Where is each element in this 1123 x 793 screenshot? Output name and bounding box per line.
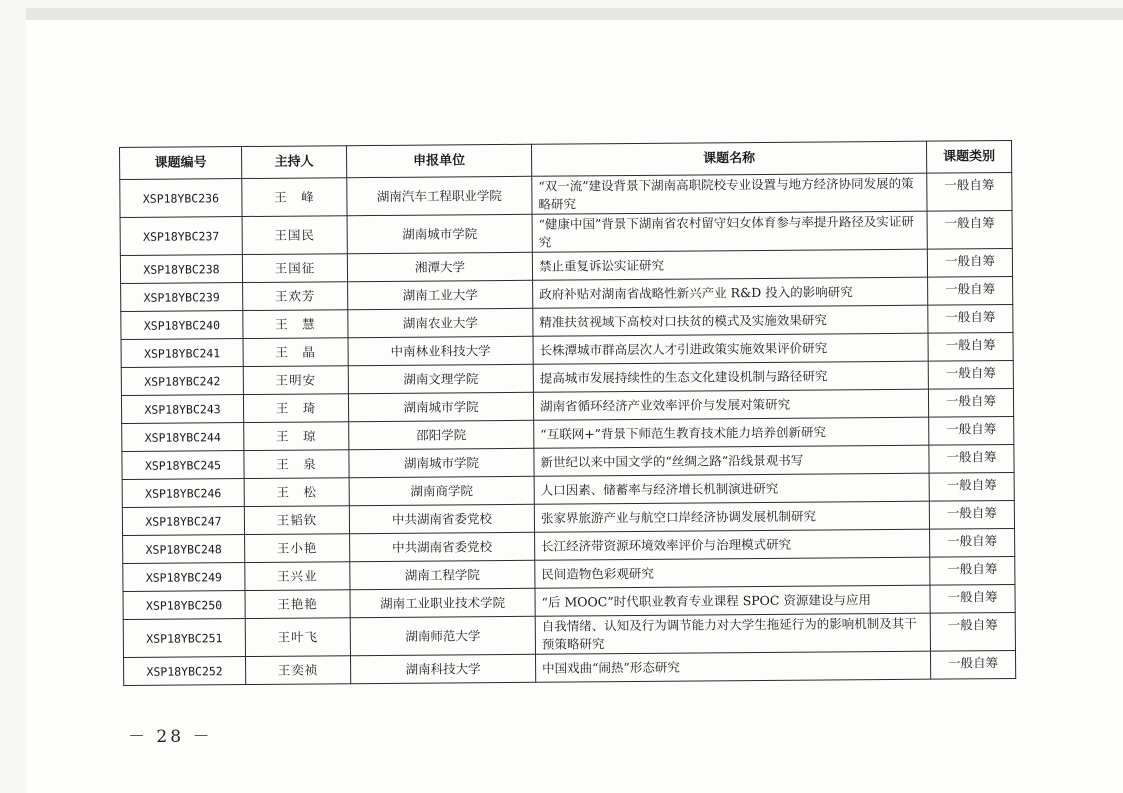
- cell-project-code: XSP18YBC244: [122, 423, 244, 452]
- header-project-code: 课题编号: [120, 147, 242, 180]
- cell-applicant-unit: 湖南工业职业技术学院: [350, 588, 535, 617]
- cell-project-category: 一般自筹: [929, 416, 1014, 445]
- cell-project-code: XSP18YBC242: [121, 367, 243, 396]
- cell-project-code: XSP18YBC236: [120, 179, 242, 218]
- cell-host: 王小艳: [245, 534, 350, 563]
- cell-project-category: 一般自筹: [927, 248, 1012, 277]
- cell-project-category: 一般自筹: [928, 332, 1013, 361]
- cell-project-title: 提高城市发展持续性的生态文化建设机制与路径研究: [533, 361, 928, 392]
- cell-applicant-unit: 中共湖南省委党校: [350, 532, 535, 561]
- cell-host: 王叶飞: [245, 618, 350, 657]
- cell-project-title: 禁止重复诉讼实证研究: [532, 249, 927, 280]
- cell-project-code: XSP18YBC245: [122, 451, 244, 480]
- cell-project-title: “双一流”建设背景下湖南高职院校专业设置与地方经济协同发展的策略研究: [532, 173, 927, 214]
- cell-project-code: XSP18YBC251: [123, 619, 245, 658]
- cell-project-title: 民间造物色彩观研究: [535, 557, 930, 588]
- cell-host: 王 峰: [242, 178, 347, 217]
- cell-project-title: 自我情绪、认知及行为调节能力对大学生拖延行为的影响机制及其干预策略研究: [535, 613, 930, 654]
- cell-applicant-unit: 湘潭大学: [347, 252, 532, 281]
- cell-project-code: XSP18YBC252: [124, 657, 246, 686]
- cell-project-category: 一般自筹: [927, 172, 1012, 211]
- cell-project-title: 中国戏曲“闹热”形态研究: [535, 651, 930, 682]
- cell-applicant-unit: 湖南科技大学: [351, 654, 536, 683]
- cell-project-title: 精准扶贫视域下高校对口扶贫的模式及实施效果研究: [533, 305, 928, 336]
- header-host: 主持人: [242, 146, 347, 179]
- cell-host: 王韬钦: [244, 506, 349, 535]
- cell-project-category: 一般自筹: [928, 388, 1013, 417]
- cell-project-code: XSP18YBC249: [123, 563, 245, 592]
- cell-project-code: XSP18YBC250: [123, 591, 245, 620]
- cell-project-title: “后 MOOC”时代职业教育专业课程 SPOC 资源建设与应用: [535, 585, 930, 616]
- project-table: [119, 140, 1016, 686]
- cell-project-title: “互联网+”背景下师范生教育技术能力培养创新研究: [534, 417, 929, 448]
- cell-project-category: 一般自筹: [929, 500, 1014, 529]
- cell-project-code: XSP18YBC237: [120, 217, 242, 256]
- document-page: [26, 8, 1123, 793]
- cell-project-title: 长株潭城市群高层次人才引进政策实施效果评价研究: [533, 333, 928, 364]
- cell-applicant-unit: 中南林业科技大学: [348, 336, 533, 365]
- cell-project-title: 张家界旅游产业与航空口岸经济协调发展机制研究: [534, 501, 929, 532]
- cell-applicant-unit: 湖南农业大学: [348, 308, 533, 337]
- cell-project-code: XSP18YBC248: [123, 535, 245, 564]
- cell-project-category: 一般自筹: [928, 360, 1013, 389]
- cell-applicant-unit: 湖南工程学院: [350, 560, 535, 589]
- cell-applicant-unit: 湖南汽车工程职业学院: [347, 176, 532, 215]
- cell-project-title: 长江经济带资源环境效率评价与治理模式研究: [535, 529, 930, 560]
- cell-project-title: 新世纪以来中国文学的“丝绸之路”沿线景观书写: [534, 445, 929, 476]
- cell-applicant-unit: 湖南城市学院: [349, 448, 534, 477]
- cell-applicant-unit: 湖南工业大学: [348, 280, 533, 309]
- cell-project-code: XSP18YBC240: [121, 311, 243, 340]
- cell-host: 王奕祯: [246, 656, 351, 685]
- cell-project-code: XSP18YBC246: [122, 479, 244, 508]
- cell-host: 王 晶: [243, 338, 348, 367]
- project-table-wrapper: [119, 140, 1015, 686]
- cell-applicant-unit: 邵阳学院: [349, 420, 534, 449]
- cell-project-title: “健康中国”背景下湖南省农村留守妇女体育参与率提升路径及实证研究: [532, 211, 927, 252]
- header-project-category: 课题类别: [926, 140, 1011, 173]
- cell-applicant-unit: 湖南城市学院: [347, 214, 532, 253]
- cell-project-category: 一般自筹: [930, 612, 1015, 651]
- cell-applicant-unit: 湖南商学院: [349, 476, 534, 505]
- header-applicant-unit: 申报单位: [346, 144, 531, 177]
- cell-host: 王 泉: [244, 450, 349, 479]
- cell-applicant-unit: 中共湖南省委党校: [349, 504, 534, 533]
- cell-applicant-unit: 湖南师范大学: [350, 616, 535, 655]
- cell-project-category: 一般自筹: [930, 584, 1015, 613]
- cell-project-code: XSP18YBC239: [121, 283, 243, 312]
- cell-project-code: XSP18YBC238: [120, 255, 242, 284]
- cell-project-category: 一般自筹: [928, 304, 1013, 333]
- cell-project-code: XSP18YBC241: [121, 339, 243, 368]
- cell-project-title: 政府补贴对湖南省战略性新兴产业 R&D 投入的影响研究: [533, 277, 928, 308]
- cell-project-category: 一般自筹: [928, 276, 1013, 305]
- cell-host: 王 慧: [243, 310, 348, 339]
- cell-applicant-unit: 湖南文理学院: [348, 364, 533, 393]
- header-project-title: 课题名称: [531, 141, 926, 176]
- cell-project-category: 一般自筹: [929, 444, 1014, 473]
- cell-project-category: 一般自筹: [930, 650, 1015, 679]
- cell-host: 王 松: [244, 478, 349, 507]
- cell-project-category: 一般自筹: [930, 556, 1015, 585]
- cell-project-title: 湖南省循环经济产业效率评价与发展对策研究: [533, 389, 928, 420]
- table-body: [120, 172, 1016, 685]
- cell-project-code: XSP18YBC247: [122, 507, 244, 536]
- cell-host: 王国民: [242, 216, 347, 255]
- cell-host: 王明安: [243, 366, 348, 395]
- cell-project-category: 一般自筹: [930, 528, 1015, 557]
- cell-project-title: 人口因素、储蓄率与经济增长机制演进研究: [534, 473, 929, 504]
- cell-applicant-unit: 湖南城市学院: [348, 392, 533, 421]
- cell-project-category: 一般自筹: [929, 472, 1014, 501]
- page-number: － 28 －: [128, 727, 213, 747]
- cell-host: 王艳艳: [245, 590, 350, 619]
- cell-project-code: XSP18YBC243: [121, 395, 243, 424]
- cell-host: 王 琼: [244, 422, 349, 451]
- cell-host: 王 琦: [243, 394, 348, 423]
- cell-project-category: 一般自筹: [927, 210, 1012, 249]
- cell-host: 王国征: [242, 254, 347, 283]
- cell-host: 王欢芳: [243, 282, 348, 311]
- cell-host: 王兴业: [245, 562, 350, 591]
- table-row: [124, 650, 1016, 685]
